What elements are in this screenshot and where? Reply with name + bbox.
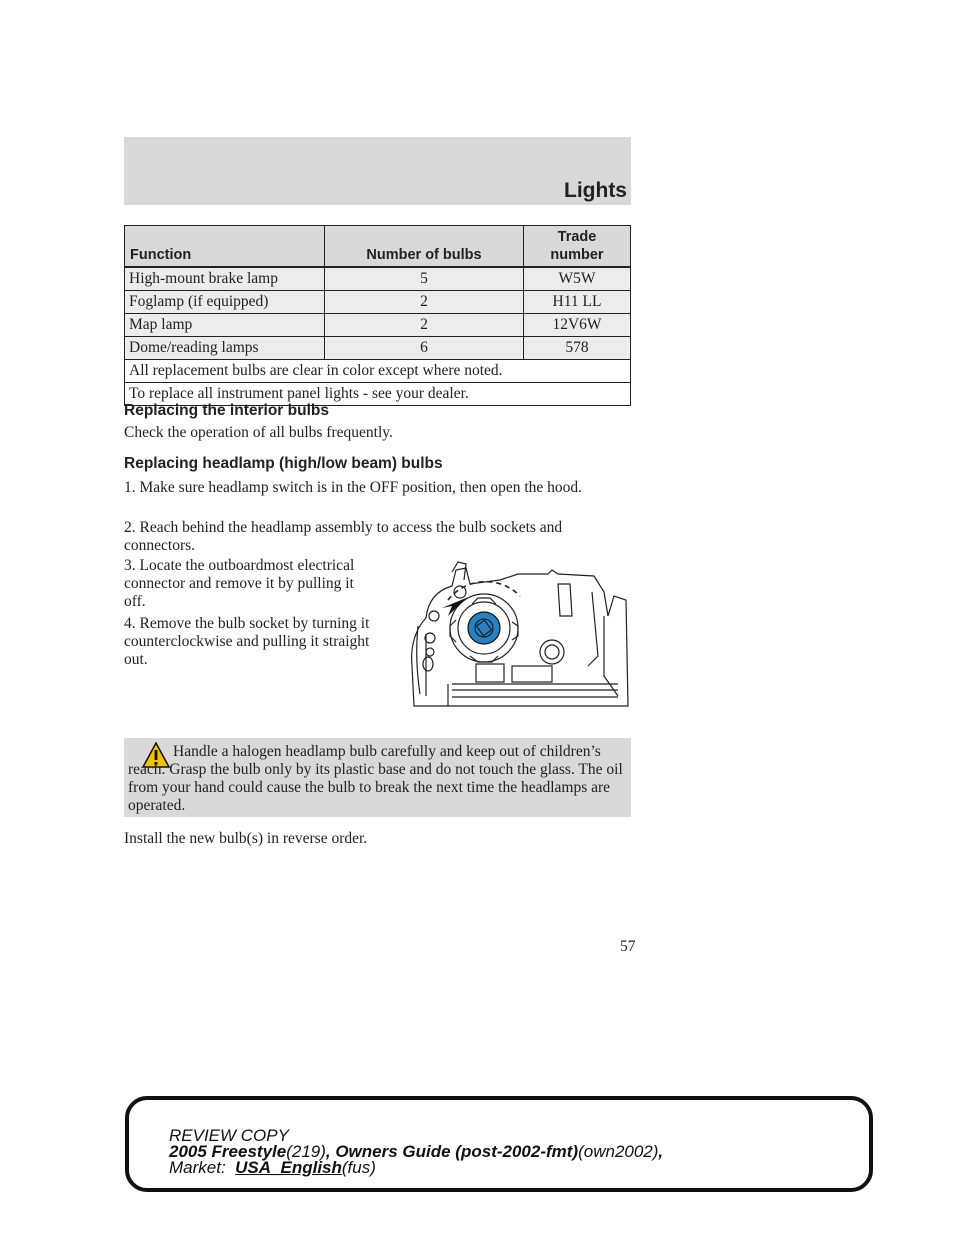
section-title: Lights (564, 179, 627, 202)
table-row (125, 267, 631, 291)
closing-text: Install the new bulb(s) in reverse order. (124, 830, 368, 847)
heading-headlamp-bulbs: Replacing headlamp (high/low beam) bulbs (124, 455, 443, 472)
headlamp-assembly-illustration (408, 556, 630, 716)
footer-market-label: Market: (169, 1158, 226, 1177)
cell-count: 2 (325, 291, 524, 314)
review-copy-footer (125, 1096, 873, 1192)
heading-interior-bulbs: Replacing the interior bulbs (124, 402, 329, 419)
warning-box (124, 738, 631, 817)
step-4: 4. Remove the bulb socket by turning it counterclockwise and pulling it straight out. (124, 615, 370, 668)
cell-count: 5 (325, 267, 524, 291)
footer-guide: , Owners Guide (post-2002-fmt) (325, 1142, 579, 1161)
step-3: 3. Locate the outboardmost electrical connector and remove it by pulling it off. (124, 557, 355, 610)
footer-model-code: (219) (286, 1142, 326, 1161)
table-note-row (125, 360, 631, 383)
footer-comma: , (658, 1142, 664, 1161)
column-header-number: Number of bulbs (325, 226, 524, 268)
footer-model: 2005 Freestyle (169, 1142, 287, 1161)
footer-market-code: (fus) (341, 1158, 376, 1177)
review-label: REVIEW COPY (169, 1126, 289, 1145)
cell-trade: H11 LL (524, 291, 631, 314)
cell-function: Foglamp (if equipped) (125, 291, 325, 314)
table-row (125, 337, 631, 360)
table-note: To replace all instrument panel lights - see your dealer. (125, 383, 631, 406)
interior-text: Check the operation of all bulbs frequently. (124, 424, 393, 441)
cell-function: Map lamp (125, 314, 325, 337)
cell-trade: 578 (524, 337, 631, 360)
table-row (125, 314, 631, 337)
step-1: 1. Make sure headlamp switch is in the OFF position, then open the hood. (124, 479, 583, 496)
column-header-trade-text: Trade number (550, 229, 604, 263)
review-footer-text (169, 1128, 663, 1176)
section-header (124, 137, 631, 205)
column-header-trade (524, 226, 631, 268)
bulb-table (124, 225, 631, 406)
table-header-row (125, 226, 631, 268)
footer-market-line (169, 1160, 663, 1176)
cell-function: High-mount brake lamp (125, 267, 325, 291)
footer-market: USA_English (235, 1158, 342, 1177)
cell-trade: 12V6W (524, 314, 631, 337)
table-row (125, 291, 631, 314)
table-note: All replacement bulbs are clear in color except where noted. (125, 360, 631, 383)
footer-guide-code: (own2002) (578, 1142, 659, 1161)
cell-function: Dome/reading lamps (125, 337, 325, 360)
column-header-function: Function (125, 226, 325, 268)
page-number: 57 (620, 938, 636, 955)
step-2: 2. Reach behind the headlamp assembly to access the bulb sockets and connectors. (124, 519, 563, 554)
cell-trade: W5W (524, 267, 631, 291)
cell-count: 2 (325, 314, 524, 337)
warning-text: Handle a halogen headlamp bulb carefully and keep out of children’s reach. Grasp the bulb only by its plastic base and do not touch the glass. The oil from your hand could cause the bulb to break the next time the headlamps are operated. (128, 743, 623, 814)
cell-count: 6 (325, 337, 524, 360)
